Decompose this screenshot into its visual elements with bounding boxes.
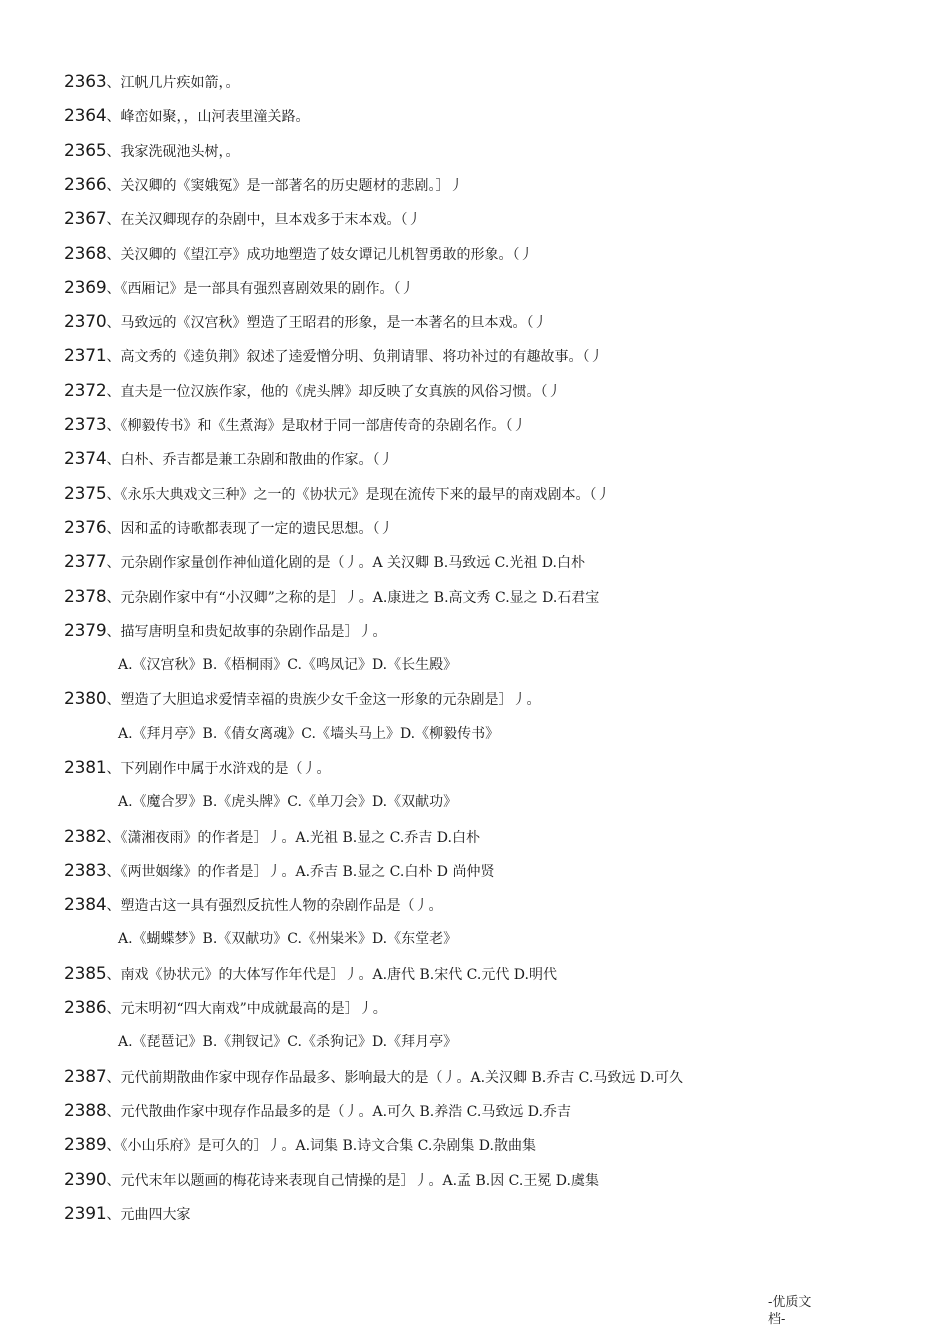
question-text: 、高文秀的《逵负荆》叙述了逵爱憎分明、负荆请罪、将功补过的有趣故事。（丿 — [106, 349, 604, 365]
question-number: 2370 — [64, 312, 107, 332]
question-number: 2372 — [64, 381, 107, 401]
question-line — [64, 552, 585, 573]
question-number: 2378 — [64, 587, 107, 607]
question-line — [64, 175, 463, 196]
question-line — [64, 346, 603, 367]
question-text: 、江帆几片疾如箭，。 — [106, 75, 240, 91]
question-line — [64, 449, 393, 470]
question-line — [64, 895, 442, 916]
answer-options-line — [118, 929, 457, 949]
question-text: 、元代前期散曲作家中现存作品最多、影响最大的是（丿。A.关汉卿 B.乔吉 C.马致远 D.可久 — [106, 1070, 683, 1086]
question-number: 2388 — [64, 1101, 107, 1121]
question-text: 、《小山乐府》是可久的］丿。A.词集 B.诗文合集 C.杂剧集 D.散曲集 — [106, 1138, 536, 1154]
question-number: 2383 — [64, 861, 107, 881]
question-line — [64, 209, 421, 230]
question-number: 2387 — [64, 1067, 107, 1087]
answer-options-line — [118, 724, 499, 744]
option-text: A.《魔合罗》B.《虎头牌》C.《单刀会》D.《双献功》 — [118, 794, 458, 810]
question-number: 2379 — [64, 621, 107, 641]
question-text: 、南戏《协状元》的大体写作年代是］丿。A.唐代 B.宋代 C.元代 D.明代 — [106, 967, 557, 983]
question-line — [64, 587, 599, 608]
question-line — [64, 106, 309, 127]
option-text: A.《蝴蝶梦》B.《双献功》C.《州粜米》D.《东堂老》 — [118, 931, 458, 947]
question-text: 、关汉卿的《窦娥冤》是一部著名的历史题材的悲剧。］丿 — [106, 178, 464, 194]
question-line — [64, 72, 239, 93]
question-number: 2364 — [64, 106, 107, 126]
page-footer: -优质文档- — [768, 1295, 812, 1327]
question-number: 2375 — [64, 484, 107, 504]
question-line — [64, 1101, 571, 1122]
question-number: 2366 — [64, 175, 107, 195]
question-text: 、元曲四大家 — [106, 1207, 191, 1223]
question-text: 、在关汉卿现存的杂剧中，旦本戏多于末本戏。（丿 — [106, 212, 422, 228]
question-number: 2390 — [64, 1170, 107, 1190]
question-text: 、峰峦如聚，，山河表里潼关路。 — [106, 109, 310, 125]
question-number: 2384 — [64, 895, 107, 915]
question-line — [64, 1170, 599, 1191]
question-text: 、马致远的《汉宫秋》塑造了王昭君的形象，是一本著名的旦本戏。（丿 — [106, 315, 548, 331]
question-number: 2376 — [64, 518, 107, 538]
question-number: 2380 — [64, 689, 107, 709]
question-line — [64, 141, 239, 162]
question-text: 、塑造了大胆追求爱情幸福的贵族少女千金这一形象的元杂剧是］丿。 — [106, 692, 541, 708]
question-number: 2373 — [64, 415, 107, 435]
question-line — [64, 861, 494, 882]
question-number: 2385 — [64, 964, 107, 984]
question-text: 、元杂剧作家中有“小汉卿”之称的是］丿。A.康进之 B.高文秀 C.显之 D.石君宝 — [106, 590, 600, 606]
question-line — [64, 244, 533, 265]
question-text: 、《西厢记》是一部具有强烈喜剧效果的剧作。（丿 — [106, 281, 415, 297]
question-line — [64, 758, 330, 779]
option-text: A.《拜月亭》B.《倩女离魂》C.《墙头马上》D.《柳毅传书》 — [118, 726, 500, 742]
question-line — [64, 827, 480, 848]
question-number: 2389 — [64, 1135, 107, 1155]
option-text: A.《琵琶记》B.《荆钗记》C.《杀狗记》D.《拜月亭》 — [118, 1034, 458, 1050]
answer-options-line — [118, 655, 457, 675]
question-text: 、因和孟的诗歌都表现了一定的遗民思想。（丿 — [106, 521, 394, 537]
question-text: 、关汉卿的《望江亭》成功地塑造了妓女谭记儿机智勇敢的形象。（丿 — [106, 247, 534, 263]
question-line — [64, 518, 393, 539]
question-text: 、元杂剧作家量创作神仙道化剧的是（丿。A 关汉卿 B.马致远 C.光祖 D.白朴 — [106, 555, 585, 571]
question-text: 、元末明初“四大南戏”中成就最高的是］丿。 — [106, 1001, 387, 1017]
answer-options-line — [118, 792, 457, 812]
question-text: 、元代散曲作家中现存作品最多的是（丿。A.可久 B.养浩 C.马致远 D.乔吉 — [106, 1104, 571, 1120]
question-number: 2369 — [64, 278, 107, 298]
question-line — [64, 278, 414, 299]
question-text: 、塑造古这一具有强烈反抗性人物的杂剧作品是（丿。 — [106, 898, 443, 914]
question-number: 2381 — [64, 758, 107, 778]
question-number: 2391 — [64, 1204, 107, 1224]
question-line — [64, 415, 526, 436]
question-line — [64, 998, 387, 1019]
question-number: 2365 — [64, 141, 107, 161]
answer-options-line — [118, 1032, 457, 1052]
question-number: 2371 — [64, 346, 107, 366]
question-text: 、描写唐明皇和贵妃故事的杂剧作品是］丿。 — [106, 624, 387, 640]
question-text: 、下列剧作中属于水浒戏的是（丿。 — [106, 761, 331, 777]
question-text: 、《两世姻缘》的作者是］丿。A.乔吉 B.显之 C.白朴 D 尚仲贤 — [106, 864, 495, 880]
question-number: 2374 — [64, 449, 107, 469]
question-line — [64, 964, 557, 985]
question-line — [64, 312, 547, 333]
question-line — [64, 1204, 190, 1225]
question-line — [64, 381, 561, 402]
question-text: 、《柳毅传书》和《生煮海》是取材于同一部唐传奇的杂剧名作。（丿 — [106, 418, 527, 434]
question-line — [64, 621, 386, 642]
question-text: 、元代末年以题画的梅花诗来表现自己情操的是］丿。A.孟 B.因 C.王冕 D.虞集 — [106, 1173, 599, 1189]
question-number: 2368 — [64, 244, 107, 264]
question-line — [64, 1135, 536, 1156]
question-text: 、白朴、乔吉都是兼工杂剧和散曲的作家。（丿 — [106, 452, 394, 468]
question-number: 2382 — [64, 827, 107, 847]
question-number: 2363 — [64, 72, 107, 92]
question-number: 2377 — [64, 552, 107, 572]
question-text: 、《永乐大典戏文三种》之一的《协状元》是现在流传下来的最早的南戏剧本。（丿 — [106, 487, 611, 503]
question-number: 2386 — [64, 998, 107, 1018]
question-line — [64, 484, 610, 505]
question-line — [64, 689, 540, 710]
option-text: A.《汉宫秋》B.《梧桐雨》C.《鸣凤记》D.《长生殿》 — [118, 657, 458, 673]
question-text: 、我家洗砚池头树，。 — [106, 144, 240, 160]
question-line — [64, 1067, 683, 1088]
question-text: 、直夫是一位汉族作家，他的《虎头牌》却反映了女真族的风俗习惯。（丿 — [106, 384, 562, 400]
question-text: 、《潇湘夜雨》的作者是］丿。A.光祖 B.显之 C.乔吉 D.白朴 — [106, 830, 480, 846]
question-number: 2367 — [64, 209, 107, 229]
